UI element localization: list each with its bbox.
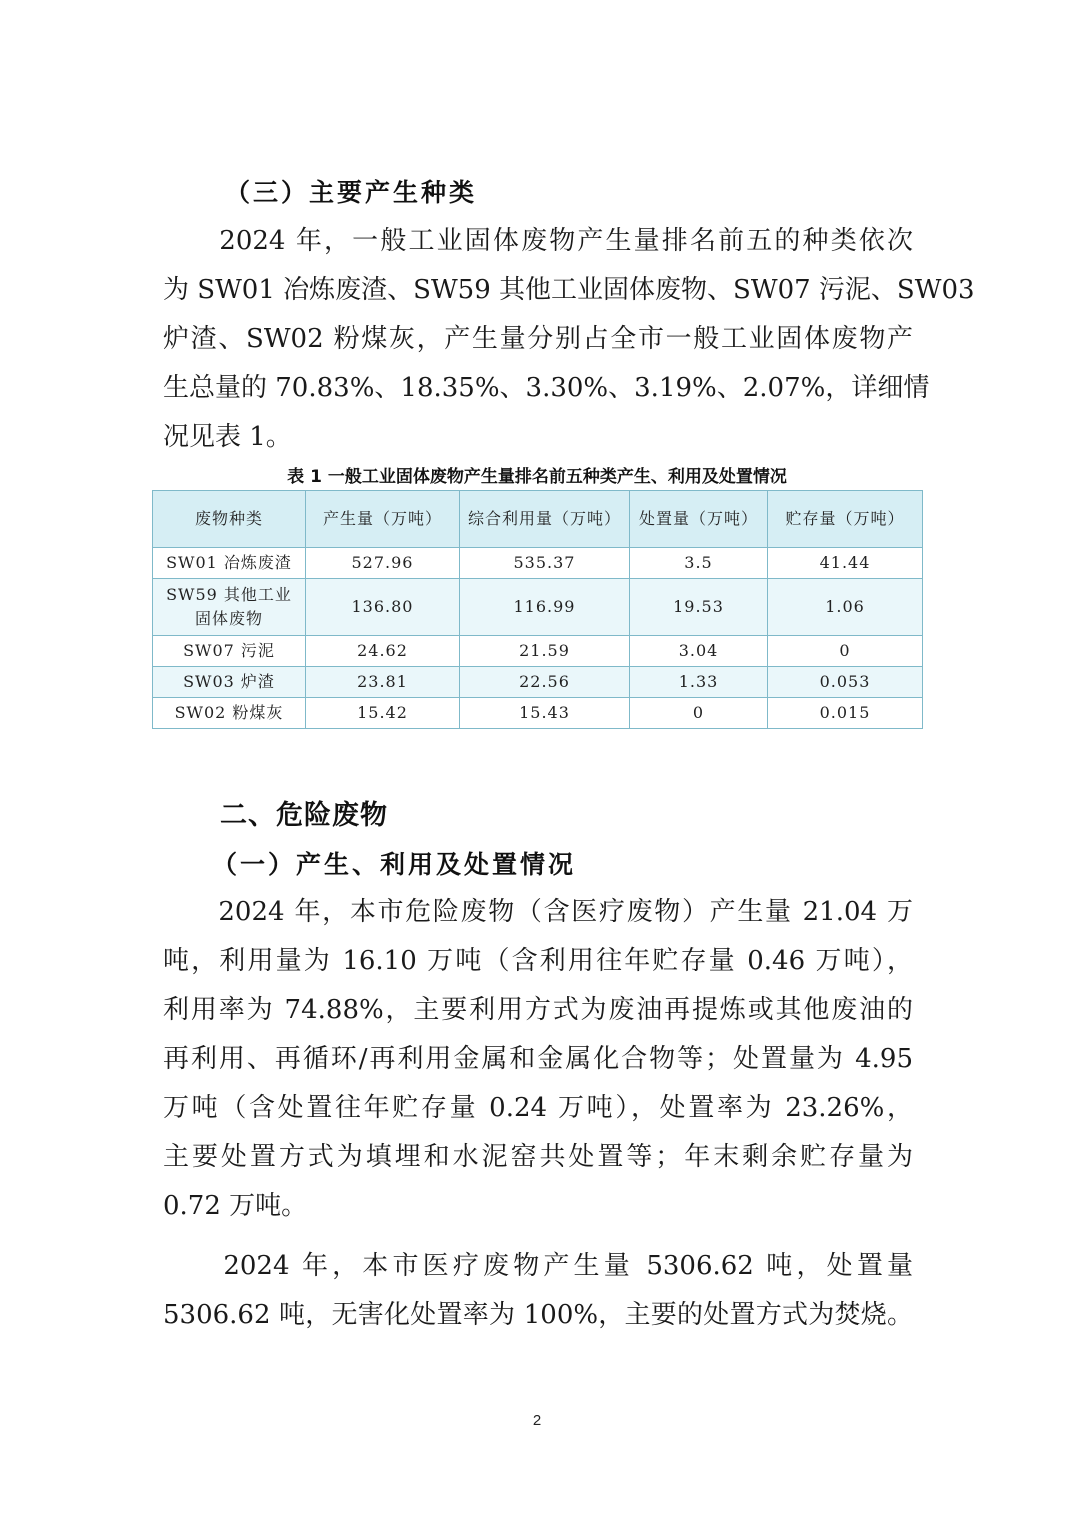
table-1-caption: 表 1 一般工业固体废物产生量排名前五种类产生、利用及处置情况 — [287, 467, 787, 487]
page-number: 2 — [532, 1412, 542, 1429]
cell-utilization: 22.56 — [460, 667, 630, 698]
paragraph-line: 况见表 1。 — [163, 422, 292, 452]
cell-waste-type: SW02 粉煤灰 — [153, 698, 306, 729]
header-generation: 产生量（万吨） — [306, 491, 460, 548]
paragraph-line: 5306.62 吨，无害化处置率为 100%，主要的处置方式为焚烧。 — [163, 1300, 913, 1330]
cell-waste-type: SW07 污泥 — [153, 636, 306, 667]
paragraph-line: 为 SW01 冶炼废渣、SW59 其他工业固体废物、SW07 污泥、SW03 — [163, 275, 975, 305]
paragraph-line: 0.72 万吨。 — [163, 1191, 308, 1221]
paragraph-line: 2024 年，本市危险废物（含医疗废物）产生量 21.04 万 — [163, 897, 913, 927]
table-header-row — [153, 491, 923, 548]
cell-storage: 0.015 — [768, 698, 923, 729]
cell-generation: 15.42 — [306, 698, 460, 729]
hazardous-waste-paragraph — [163, 888, 913, 1231]
cell-storage: 0 — [768, 636, 923, 667]
paragraph-line: 生总量的 70.83%、18.35%、3.30%、3.19%、2.07%，详细情 — [163, 373, 930, 403]
header-waste-type: 废物种类 — [153, 491, 306, 548]
paragraph-line: 2024 年，本市医疗废物产生量 5306.62 吨，处置量 — [163, 1251, 913, 1281]
paragraph-line: 利用率为 74.88%，主要利用方式为废油再提炼或其他废油的 — [163, 995, 913, 1025]
paragraph-line: 吨，利用量为 16.10 万吨（含利用往年贮存量 0.46 万吨）， — [163, 946, 913, 976]
cell-generation: 136.80 — [306, 579, 460, 636]
paragraph-line: 2024 年，一般工业固体废物产生量排名前五的种类依次 — [163, 226, 913, 256]
cell-utilization: 15.43 — [460, 698, 630, 729]
cell-disposal: 19.53 — [630, 579, 768, 636]
header-disposal: 处置量（万吨） — [630, 491, 768, 548]
paragraph-line: 万吨（含处置往年贮存量 0.24 万吨），处置率为 23.26%， — [163, 1093, 913, 1123]
table-row — [153, 579, 923, 636]
cell-disposal: 3.5 — [630, 548, 768, 579]
cell-disposal: 1.33 — [630, 667, 768, 698]
cell-waste-type: SW03 炉渣 — [153, 667, 306, 698]
part-2-sub-1-heading: （一）产生、利用及处置情况 — [212, 850, 577, 879]
section-3-paragraph — [163, 217, 975, 462]
medical-waste-paragraph — [163, 1242, 913, 1340]
cell-waste-type: SW01 冶炼废渣 — [153, 548, 306, 579]
table-row — [153, 548, 923, 579]
cell-storage: 0.053 — [768, 667, 923, 698]
cell-disposal: 3.04 — [630, 636, 768, 667]
table-row — [153, 636, 923, 667]
paragraph-line: 炉渣、SW02 粉煤灰，产生量分别占全市一般工业固体废物产 — [163, 324, 913, 354]
cell-storage: 1.06 — [768, 579, 923, 636]
cell-utilization: 116.99 — [460, 579, 630, 636]
cell-waste-type: SW59 其他工业固体废物 — [153, 579, 306, 636]
cell-utilization: 535.37 — [460, 548, 630, 579]
table-row — [153, 698, 923, 729]
section-3-heading: （三）主要产生种类 — [225, 178, 478, 207]
cell-utilization: 21.59 — [460, 636, 630, 667]
paragraph-line: 再利用、再循环/再利用金属和金属化合物等；处置量为 4.95 — [163, 1044, 913, 1074]
part-2-heading: 二、危险废物 — [220, 800, 388, 831]
cell-storage: 41.44 — [768, 548, 923, 579]
cell-generation: 23.81 — [306, 667, 460, 698]
header-storage: 贮存量（万吨） — [768, 491, 923, 548]
cell-generation: 527.96 — [306, 548, 460, 579]
table-1 — [152, 490, 923, 729]
header-utilization: 综合利用量（万吨） — [460, 491, 630, 548]
paragraph-line: 主要处置方式为填埋和水泥窑共处置等；年末剩余贮存量为 — [163, 1142, 913, 1172]
cell-generation: 24.62 — [306, 636, 460, 667]
table-row — [153, 667, 923, 698]
cell-disposal: 0 — [630, 698, 768, 729]
